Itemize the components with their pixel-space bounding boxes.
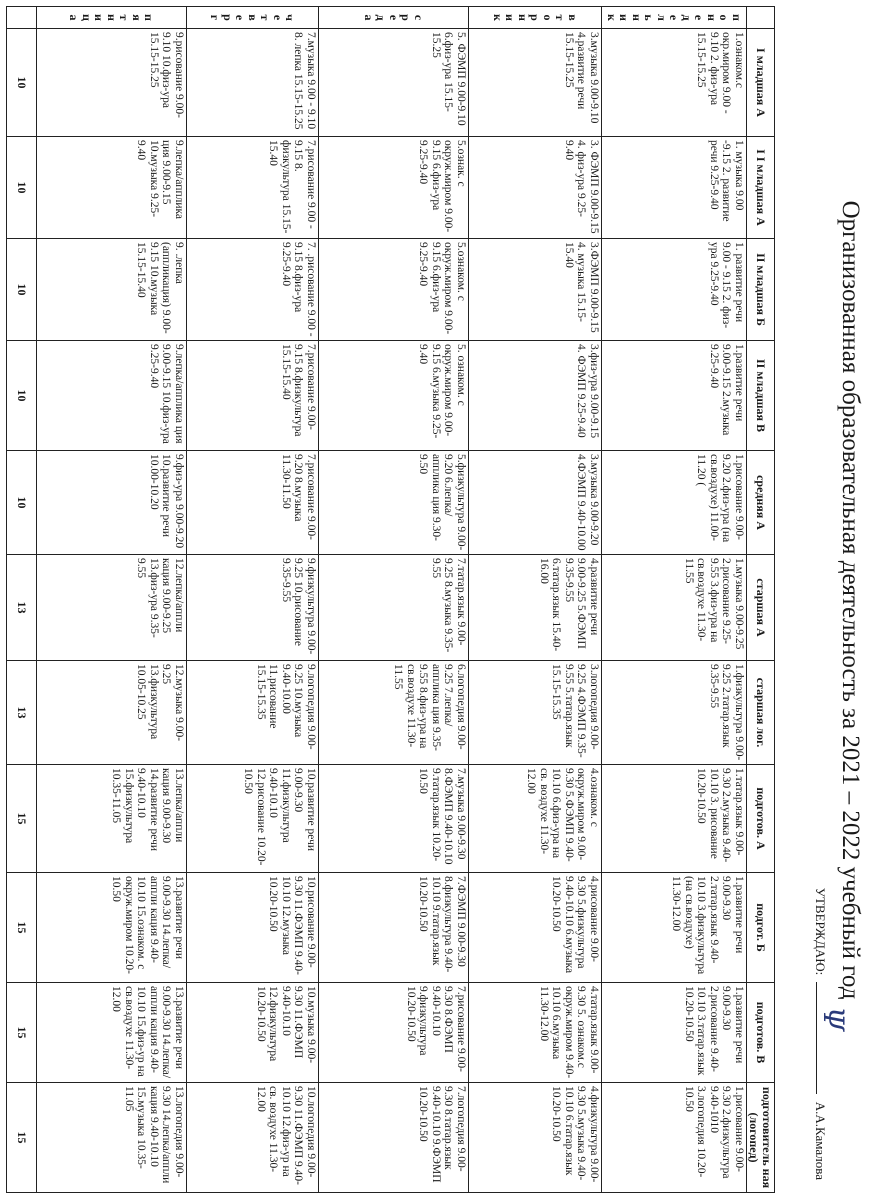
approval-block (812, 887, 850, 1180)
schedule-cell: 1. развитие речи 9.00 - 9.15 2. физ-ура 9.25-9.40 (602, 239, 747, 341)
column-header: средняя А (747, 451, 775, 555)
schedule-cell: 9.физкультура 9.00-9.25 10.рисование 9.35-9.55 (187, 555, 319, 661)
column-header: I младшая А (747, 29, 775, 137)
total-cell: 15 (7, 873, 37, 983)
day-label-monday: п о н е д е л ь н и к (602, 7, 747, 29)
schedule-cell: 13.логопедия 9.00-9.30 14.лепка/аппли кация 9.40-10.10 15.музыка 10.35-11.05 (37, 1083, 187, 1193)
schedule-cell: 1.рисование 9.00-9.30 2.физкультура 9.40-1010 3.логопедия 10.20-10.50 (602, 1083, 747, 1193)
schedule-cell: 1. музыка 9.00 -9.15 2. развитие речи 9.25-9.40 (602, 137, 747, 239)
approver-name: А.А.Камалова (813, 1101, 828, 1180)
signature-line (816, 982, 850, 1094)
schedule-cell: 3.музыка 9.00-9.20 4.ФЭМП 9.40-10.00 (469, 451, 602, 555)
schedule-cell: 10.музыка 9.00-9.30 11.ФЭМП 9.40-10.10 12.физкультура 10.20-10.50 (187, 983, 319, 1083)
schedule-cell: 5.ознак. с окруж.миром 9.00-9.15 6.физ-ура 9.25-9.40 (319, 137, 469, 239)
schedule-cell: 9.лепка/апплика ция 9.00-9.15 10.физ-ура 9.25-9.40 (37, 341, 187, 451)
schedule-cell: 7.логопедия 9.00-9.30 8.татар.язык 9.40-10.10 9.ФЭМП 10.20-10.50 (319, 1083, 469, 1193)
schedule-cell: 9.лепка/апплика ция 9.00-9.15 10.музыка 9.25-9.40 (37, 137, 187, 239)
signature: Ψ (817, 1006, 850, 1032)
day-row-tuesday (469, 7, 602, 1193)
schedule-cell: 5. ФЭМП 9.00-9.10 6.физ-ура 15.15-15.25 (319, 29, 469, 137)
column-header: подготов. А (747, 765, 775, 873)
schedule-cell: 13.развитие речи 9.00-9.30 14.лепка/аппли кация 9.40-10.10 15.физ-ур на св.воздухе 11.30-12.00 (37, 983, 187, 1083)
column-header: I I младшая А (747, 137, 775, 239)
schedule-cell: 4.рисование 9.00-9.30 5.физкультура 9.40-10.10 6.музыка 10.20-10.50 (469, 873, 602, 983)
total-cell: 15 (7, 765, 37, 873)
schedule-cell: 7.рисование 9.00 - 9.15 8. физкультура 15.15-15.40 (187, 137, 319, 239)
schedule-cell: 1.татар.язык 9.00-9.30 2.музыка 9.40-10.10 3. рисование 10.20-10.50 (602, 765, 747, 873)
total-cell: 10 (7, 341, 37, 451)
approval-label: УТВЕРЖДАЮ: (813, 887, 828, 976)
total-cell: 10 (7, 239, 37, 341)
schedule-cell: 10.логопедия 9.00-9.30 11.ФЭМП 9.40-10.10 12.физ-ур на св. воздухе 11.30-12.00 (187, 1083, 319, 1193)
schedule-cell: 3.физ-ура 9.00-9.15 4. ФЭМП 9.25-9.40 (469, 341, 602, 451)
day-label-tuesday: в т о р н и к (469, 7, 602, 29)
schedule-cell: 10.рисование 9.00-9.30 11.ФЭМП 9.40-10.10 12.музыка 10.20-10.50 (187, 873, 319, 983)
schedule-cell: 1.рисование 9.00-9.20 2.физ-ура (на св.воздухе) 11.00-11.20 ( (602, 451, 747, 555)
schedule-cell: 5.ознаком. с окруж.миром 9.00-9.15 6.физ-ура 9.25-9.40 (319, 239, 469, 341)
total-cell: 15 (7, 983, 37, 1083)
schedule-cell: 12.лепка/аппли кация 9.00-9.25 13.физ-ура 9.35-9.55 (37, 555, 187, 661)
total-cell (7, 7, 37, 29)
schedule-cell: 10.развитие речи 9.00-9.30 11.физкультура 9.40-10.10 12.рисование 10.20-10.50 (187, 765, 319, 873)
day-row-monday (602, 7, 747, 1193)
schedule-cell: 3.логопедия 9.00-9.25 4.ФЭМП 9.35-9.55 5.татар.язык 15.15-15.35 (469, 661, 602, 765)
schedule-cell: 4.развитие речи 9.00-9.25 5.ФЭМП 9.35-9.55 6.татар.язык 15.40-16.00 (469, 555, 602, 661)
day-row-friday (37, 7, 187, 1193)
schedule-cell: 7.музыка 9.00 - 9.10 8. лепка 15.15-15.25 (187, 29, 319, 137)
schedule-cell: 9. .лепка (аппликация) 9.00-9.15 10.музыка 15.15-15.40 (37, 239, 187, 341)
schedule-cell: 9.физ-ура 9.00-9.20 10.развитие речи 10.00-10.20 (37, 451, 187, 555)
schedule-table (6, 6, 775, 1193)
schedule-cell: 7. .рисование 9.00 - 9.15 8.физ-ура 9.25-9.40 (187, 239, 319, 341)
schedule-cell: 1.физкультура 9.00-9.25 2.татар.язык 9.35-9.55 (602, 661, 747, 765)
schedule-cell: 9.рисование 9.00-9.10 10.физ-ура 15.15-15.25 (37, 29, 187, 137)
total-cell: 13 (7, 555, 37, 661)
schedule-cell: 1.ознаком.с окр.миром 9.00 - 9.10 2. физ-ура 15.15-15.25 (602, 29, 747, 137)
schedule-cell: 9.логопедия 9.00-9.25 10.музыка 9.40-10.00 11.рисование 15.15-15.35 (187, 661, 319, 765)
schedule-cell: 7.рисование 9.00-9.30 8.ФЭМП 9.40-10.10 9.физкультура 10.20-10.50 (319, 983, 469, 1083)
schedule-cell: 4.физкультура 9.00-9.30 5.музыка 9.40-10.10 6.татар.язык 10.20-10.50 (469, 1083, 602, 1193)
column-header: II младшая Б (747, 239, 775, 341)
schedule-cell: 6.логопедия 9.00-9.25 7.лепка/апплика ция 9.35-9.55 8.физ-ура на св.воздухе 11.30-11.55 (319, 661, 469, 765)
schedule-cell: 13.развитие речи 9.00-9.30 14.лепка/аппли кация 9.40-10.10 15.ознаком. с окруж.миром 10.20-10.50 (37, 873, 187, 983)
schedule-cell: 13.лепка/аппли кация 9.00-9.30 14.развитие речи 9.40-10.10 15.физкультура 10.35-11.05 (37, 765, 187, 873)
total-cell: 10 (7, 451, 37, 555)
schedule-cell: 1.развитие речи 9.00-9.15 2.музыка 9.25-9.40 (602, 341, 747, 451)
schedule-cell: 5. ознаком. с окруж.миром 9.00-9.15 6.музыка 9.25-9.40 (319, 341, 469, 451)
total-cell: 10 (7, 29, 37, 137)
schedule-cell: 7.рисование 9.00-9.15 8.физкультура 15.15-15.40 (187, 341, 319, 451)
total-cell: 10 (7, 137, 37, 239)
column-header: подготов. В (747, 983, 775, 1083)
schedule-cell: 7.ФЭМП 9.00-9.30 8.физкультура 9.40-10.10 9.татар.язык 10.20-10.50 (319, 873, 469, 983)
column-header: II младшая В (747, 341, 775, 451)
column-header: старшая А (747, 555, 775, 661)
day-row-wednesday (319, 7, 469, 1193)
document-title: Организованная образовательная деятельность за 2021 – 2022 учебный год (837, 200, 864, 1000)
schedule-cell: 7.татар.язык 9.00-9.25 8.музыка 9.35-9.55 (319, 555, 469, 661)
schedule-cell: 3. ФЭМП 9.00-9.15 4. физ-ура 9.25-9.40 (469, 137, 602, 239)
column-header (747, 7, 775, 29)
schedule-cell: 3.ФЭМП 9.00-9.15 4. музыка 15.15-15.40 (469, 239, 602, 341)
schedule-cell: 7.рисование 9.00-9.20 8.музыка 11.30-11.50 (187, 451, 319, 555)
total-cell: 15 (7, 1083, 37, 1193)
schedule-cell: 7.музыка 9.00-9.30 8.ФЭМП 9.40-10.10 9.татар.язык 10.20-10.50 (319, 765, 469, 873)
totals-row (7, 7, 37, 1193)
schedule-cell: 1.развитие речи 9.00-9.30 2.татар.язык 9.40-10.10 3.физкультура (на св.воздухе) 11.30-12.00 (602, 873, 747, 983)
column-header: старшая лог. (747, 661, 775, 765)
schedule-cell: 4.татар.язык 9.00-9.30 5. ознаком.с окруж.миром 9.40-10.10 6.музыка 11.30-12.00 (469, 983, 602, 1083)
day-label-friday: п я т н и ц а (37, 7, 187, 29)
header-row (747, 7, 775, 1193)
schedule-cell: 5.физкультура 9.00-9.20 6.лепка/апплика ция 9.30-9.50 (319, 451, 469, 555)
schedule-cell: 3.музыка 9.00-9.10 4.развитие речи 15.15-15.25 (469, 29, 602, 137)
schedule-cell: 1.музыка 9.00-9.25 2.рисование 9.25-9.55 3.физ-ура на св.воздухе 11.30-11.55 (602, 555, 747, 661)
total-cell: 13 (7, 661, 37, 765)
schedule-cell: 12.музыка 9.00-9.25 13.физкультура 10.05-10.25 (37, 661, 187, 765)
column-header: подгот. Б (747, 873, 775, 983)
schedule-cell: 4.ознаком. с окруж.миром 9.00-9.30 5.ФЭМП 9.40-10.10 6.физ-ура на св. воздухе 11.30-12.00 (469, 765, 602, 873)
day-label-wednesday: с р е д а (319, 7, 469, 29)
column-header: подготовитель ная (логопед) (747, 1083, 775, 1193)
day-row-thursday (187, 7, 319, 1193)
day-label-thursday: ч е т в е р г (187, 7, 319, 29)
schedule-cell: 1.развитие речи 9.00-9.30 2.рисование 9.40-10.10 3.татар.язык 10.20-10.50 (602, 983, 747, 1083)
